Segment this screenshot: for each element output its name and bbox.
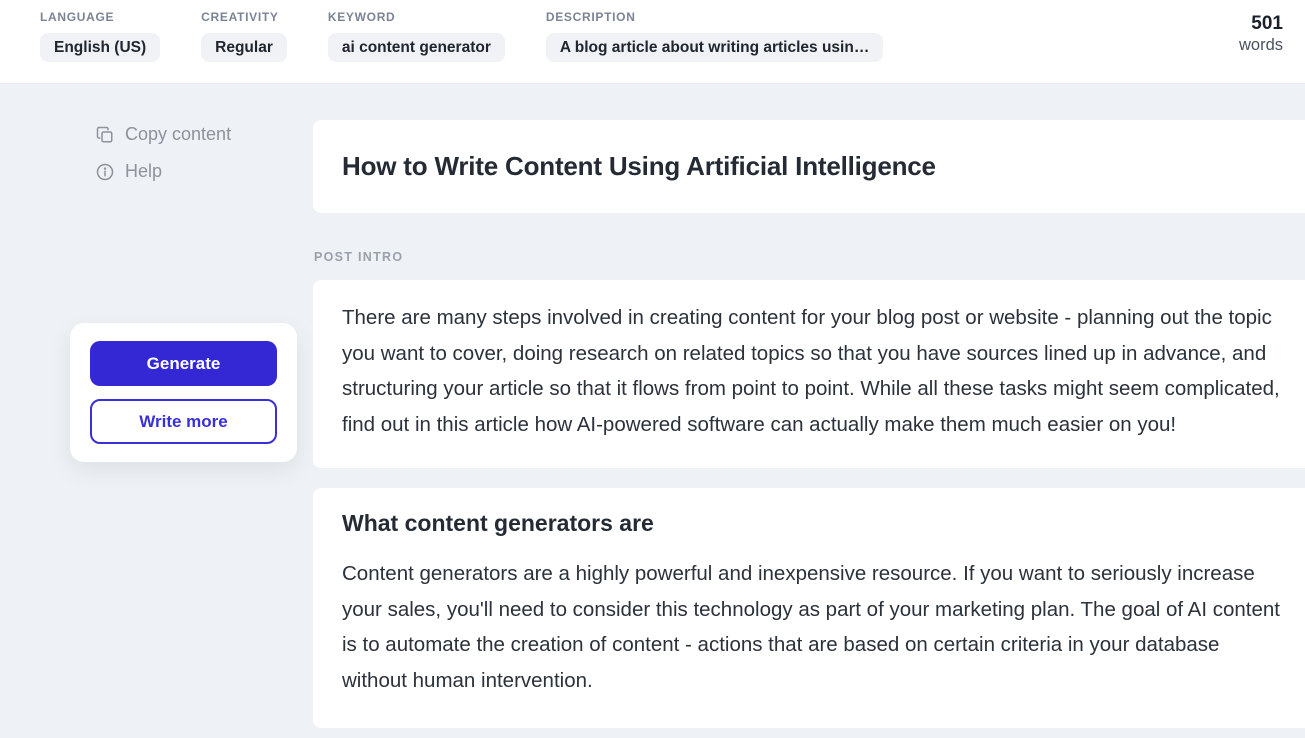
article-section-card [313, 488, 1305, 728]
language-value-pill[interactable]: English (US) [40, 33, 160, 62]
help-button[interactable] [96, 161, 162, 182]
section-body: Content generators are a highly powerful and inexpensive resource. If you want to seriously increase your sales, you'll need to consider this technology as part of your marketing plan. The goal of AI content is to automate the creation of content - actions that are based on certain criteria in your database without human intervention. [342, 562, 1280, 692]
word-count-value: 501 [1251, 13, 1283, 34]
description-label: DESCRIPTION [545, 10, 636, 24]
post-intro-text: There are many steps involved in creating content for your blog post or website - planning out the topic you want to cover, doing research on related topics so that you have sources lined up in advance, and structuring your article so that it flows from point to point. While all these tasks might seem complicated, find out in this article how AI-powered software can actually make them much easier on you! [342, 306, 1280, 436]
keyword-value-pill[interactable]: ai content generator [328, 33, 505, 62]
field-keyword [328, 10, 505, 62]
copy-content-label: Copy content [125, 124, 232, 144]
post-intro-card [313, 280, 1305, 468]
generate-button[interactable]: Generate [90, 341, 277, 386]
write-more-button[interactable]: Write more [90, 399, 277, 444]
settings-topbar [0, 0, 1305, 84]
section-heading: What content generators are [342, 510, 654, 536]
language-label: LANGUAGE [40, 10, 115, 24]
copy-content-button[interactable] [96, 124, 231, 145]
help-label: Help [125, 161, 163, 181]
article-title-card [313, 120, 1305, 213]
description-value-pill[interactable]: A blog article about writing articles usin… [546, 33, 883, 62]
word-count-unit: words [1238, 36, 1283, 54]
info-icon [96, 163, 114, 181]
field-language [40, 10, 160, 62]
actions-card [70, 323, 297, 462]
article-content [313, 120, 1305, 728]
keyword-label: KEYWORD [327, 10, 396, 24]
copy-icon [96, 126, 114, 144]
field-description [546, 10, 883, 62]
post-intro-label: POST INTRO [314, 250, 404, 264]
settings-fields [40, 10, 883, 62]
article-title: How to Write Content Using Artificial Intelligence [342, 151, 936, 181]
field-creativity [201, 10, 287, 62]
word-count [1239, 13, 1283, 55]
creativity-label: CREATIVITY [201, 10, 279, 24]
creativity-value-pill[interactable]: Regular [201, 33, 287, 62]
